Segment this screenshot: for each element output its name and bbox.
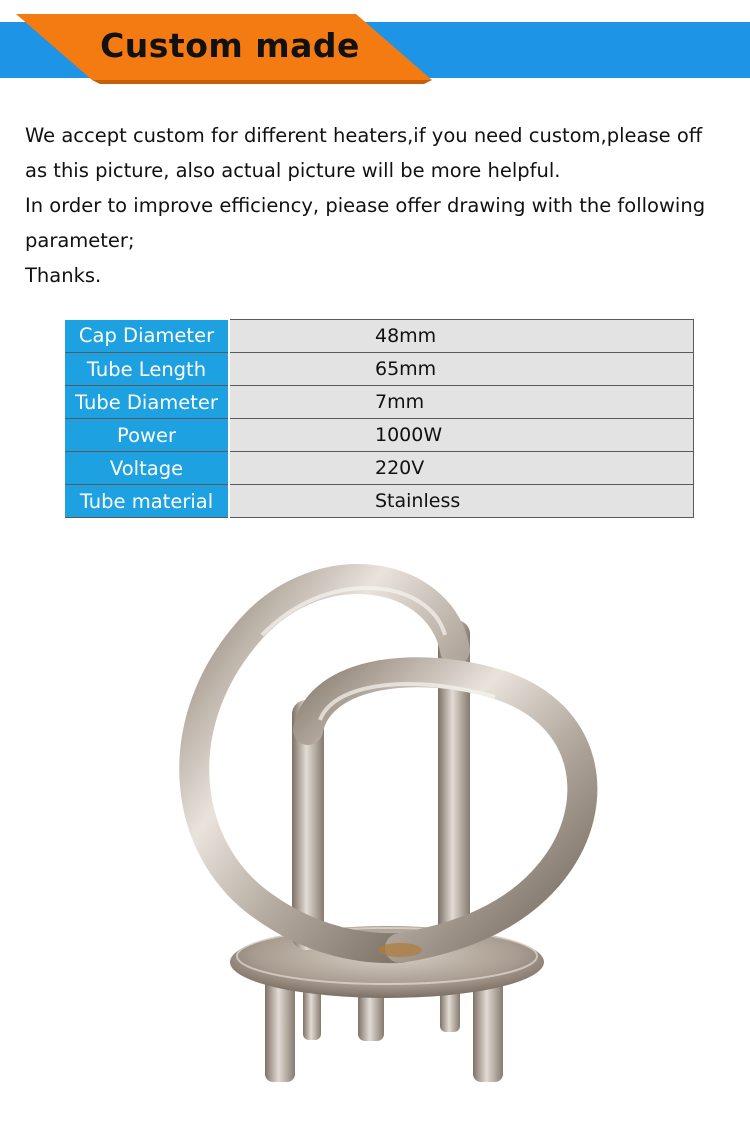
product-image	[0, 540, 750, 1134]
spec-label: Cap Diameter	[65, 320, 229, 353]
intro-line: We accept custom for different heaters,if you need custom,please off	[25, 124, 703, 147]
table-row	[65, 320, 694, 353]
intro-line: parameter;	[25, 229, 135, 252]
table-row	[65, 353, 694, 386]
spec-value: Stainless	[229, 485, 694, 518]
weld-spot	[378, 943, 422, 957]
heating-element-photo-icon	[0, 540, 750, 1134]
spec-label: Tube Length	[65, 353, 229, 386]
spec-value: 220V	[229, 452, 694, 485]
banner-title: Custom made	[100, 26, 360, 65]
intro-text	[25, 118, 740, 293]
tube-big-loop	[194, 579, 455, 948]
spec-value: 1000W	[229, 419, 694, 452]
spec-label: Voltage	[65, 452, 229, 485]
spec-label: Tube Diameter	[65, 386, 229, 419]
spec-label: Tube material	[65, 485, 229, 518]
intro-line: Thanks.	[25, 264, 102, 287]
spec-value: 48mm	[229, 320, 694, 353]
spec-label: Power	[65, 419, 229, 452]
intro-line: as this picture, also actual picture will be more helpful.	[25, 159, 561, 182]
table-row	[65, 485, 694, 518]
table-row	[65, 386, 694, 419]
spec-table	[65, 319, 694, 518]
spec-value: 65mm	[229, 353, 694, 386]
table-row	[65, 419, 694, 452]
header-banner	[0, 0, 750, 100]
intro-line: In order to improve efficiency, piease offer drawing with the following	[25, 194, 706, 217]
banner-tab-shadow	[92, 80, 432, 84]
table-row	[65, 452, 694, 485]
spec-value: 7mm	[229, 386, 694, 419]
